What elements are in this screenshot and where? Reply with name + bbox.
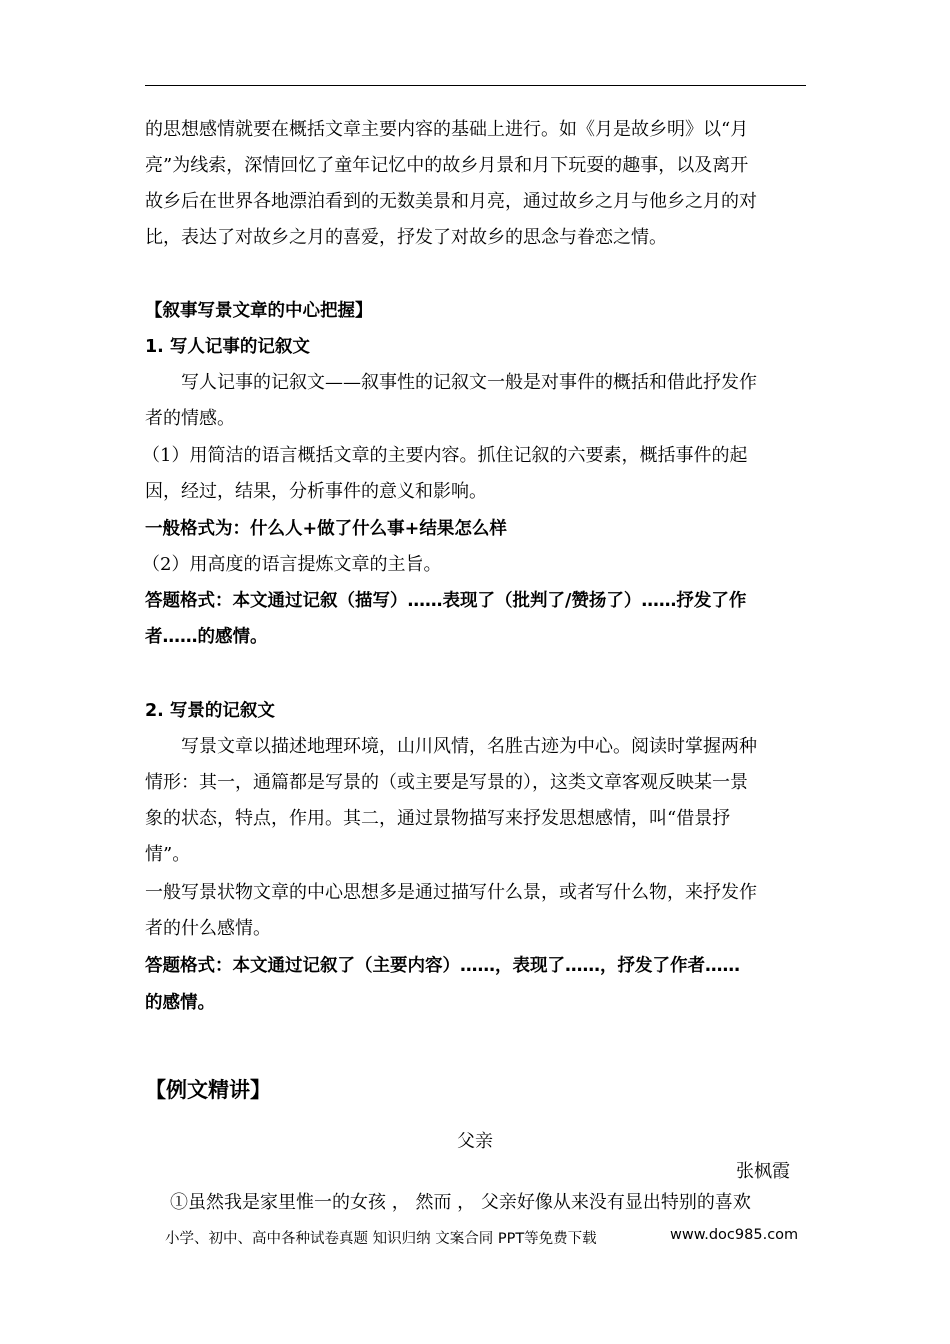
part1-format1: 一般格式为：什么人+做了什么事+结果怎么样 — [145, 519, 507, 539]
part2-format: 的感情。 — [145, 993, 215, 1013]
part1-para: 者的情感。 — [145, 408, 235, 429]
part2-para: 情形：其一，通篇都是写景的（或主要是写景的），这类文章客观反映某一景 — [145, 772, 748, 793]
part2-heading: 2. 写景的记叙文 — [145, 701, 275, 721]
part2-para: 象的状态，特点，作用。其二，通过景物描写来抒发思想感情，叫“借景抒 — [145, 808, 731, 829]
article-first-line: ①虽然我是家里惟一的女孩 ， 然而 ， 父亲好像从来没有显出特别的喜欢 — [170, 1192, 751, 1213]
part1-para: 写人记事的记叙文——叙事性的记叙文一般是对事件的概括和借此抒发作 — [181, 372, 757, 393]
intro-line: 亮”为线索，深情回忆了童年记忆中的故乡月景和月下玩耍的趣事，以及离开 — [145, 155, 749, 176]
footer-text: 小学、初中、高中各种试卷真题 知识归纳 文案合同 PPT等免费下载 — [165, 1231, 597, 1247]
part1-item1: 因，经过，结果，分析事件的意义和影响。 — [145, 481, 487, 502]
part2-para: 情”。 — [145, 844, 191, 865]
part1-format2: 者……的感情。 — [145, 627, 268, 647]
article-author: 张枫霞 — [736, 1161, 790, 1182]
part2-general: 一般写景状物文章的中心思想多是通过描写什么景，或者写什么物，来抒发作 — [145, 882, 757, 903]
footer-url[interactable]: www.doc985.com — [670, 1227, 799, 1243]
part1-heading: 1. 写人记事的记叙文 — [145, 337, 310, 357]
intro-line: 的思想感情就要在概括文章主要内容的基础上进行。如《月是故乡明》以“月 — [145, 119, 749, 140]
example-heading: 【例文精讲】 — [145, 1078, 271, 1102]
part2-general: 者的什么感情。 — [145, 918, 271, 939]
section-heading: 【叙事写景文章的中心把握】 — [145, 301, 373, 321]
part1-item2: （2）用高度的语言提炼文章的主旨。 — [142, 554, 442, 575]
header-rule — [145, 85, 806, 86]
intro-line: 故乡后在世界各地漂泊看到的无数美景和月亮，通过故乡之月与他乡之月的对 — [145, 191, 757, 212]
article-title: 父亲 — [457, 1131, 493, 1152]
part1-item1: （1）用简洁的语言概括文章的主要内容。抓住记叙的六要素，概括事件的起 — [142, 445, 748, 466]
part2-format: 答题格式：本文通过记叙了（主要内容）……，表现了……，抒发了作者…… — [145, 956, 740, 976]
part2-para: 写景文章以描述地理环境，山川风情，名胜古迹为中心。阅读时掌握两种 — [181, 736, 757, 757]
intro-line: 比，表达了对故乡之月的喜爱，抒发了对故乡的思念与眷恋之情。 — [145, 227, 667, 248]
part1-format2: 答题格式：本文通过记叙（描写）……表现了（批判了/赞扬了）……抒发了作 — [145, 591, 747, 611]
